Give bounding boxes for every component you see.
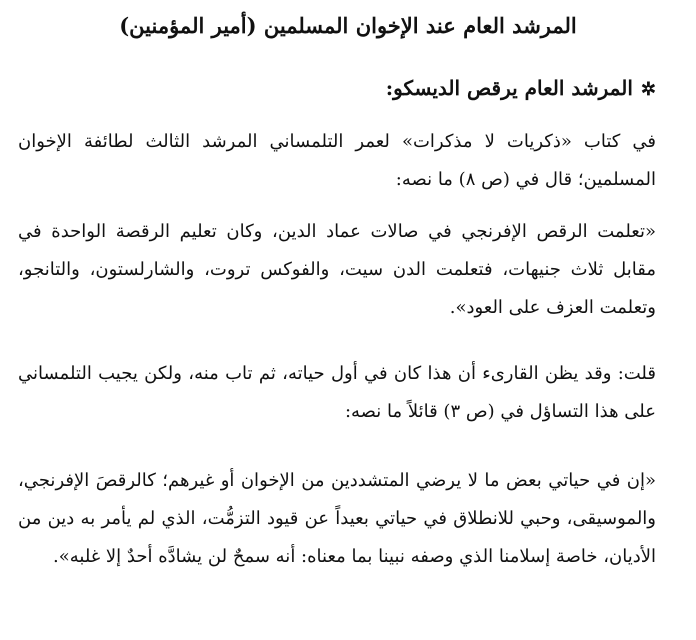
paragraph-quote-dancing: «تعلمت الرقص الإفرنجي في صالات عماد الدين، وكان تعليم الرقصة الواحدة في مقابل ثلاث جنيهات، فتعلمت الدن سيت، والفوكس تروت، والشارلستون، والتانجو، وتعلمت العزف على العود». xyxy=(18,221,656,318)
paragraph-book-intro: في كتاب «ذكريات لا مذكرات» لعمر التلمساني المرشد الثالث لطائفة الإخوان المسلمين؛ قال في (ص ٨) ما نصه: xyxy=(18,131,656,190)
paragraph-quote-life: «إن في حياتي بعض ما لا يرضي المتشددين من الإخوان أو غيرهم؛ كالرقصَ الإفرنجي، والموسيقى، وحبي للانطلاق في حياتي بعيداً عن قيود التزمُّت، الذي لم يأمر به دين من الأديان، خاصة إسلامنا الذي وصفه نبينا بما معناه: أنه سمحٌ لن يشادَّه أحدٌ إلا غلبه». xyxy=(18,470,656,567)
section-heading xyxy=(386,70,656,108)
paragraph-commentary: قلت: وقد يظن القارىء أن هذا كان في أول حياته، ثم تاب منه، ولكن يجيب التلمساني على هذا التساؤل في (ص ٣) قائلاً ما نصه: xyxy=(18,363,656,422)
section-heading-text: المرشد العام يرقص الديسكو: xyxy=(385,76,633,100)
asterisk-icon: ✲ xyxy=(640,79,656,100)
page-title: المرشد العام عند الإخوان المسلمين (أمير المؤمنين) xyxy=(119,13,577,38)
